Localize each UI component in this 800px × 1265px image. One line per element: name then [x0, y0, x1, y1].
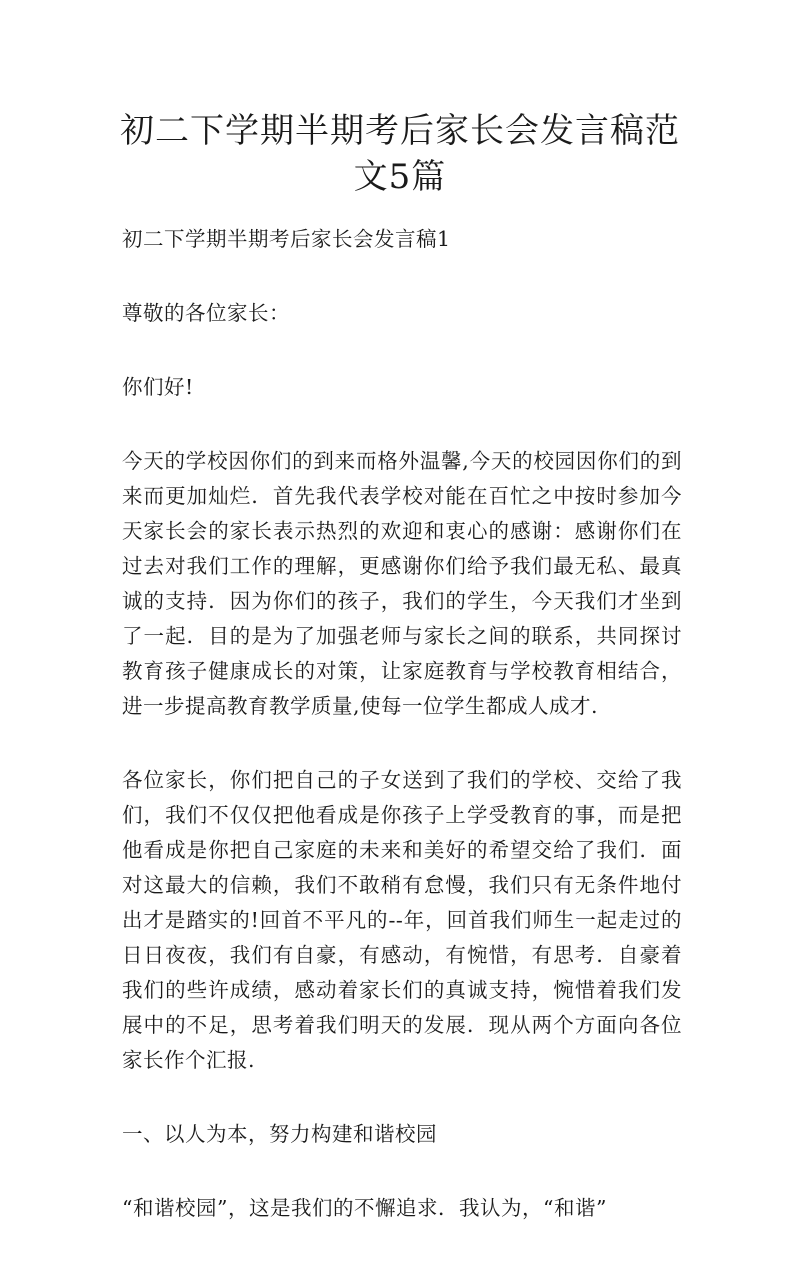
document-title: 初二下学期半期考后家长会发言稿范文5篇	[120, 111, 680, 197]
document-body	[122, 222, 682, 1265]
salutation: 尊敬的各位家长：	[122, 301, 290, 325]
greeting: 你们好!	[122, 375, 194, 399]
body-paragraph: “和谐校园”，这是我们的不懈追求．我认为，“和谐”	[122, 1196, 607, 1220]
body-paragraph: 今天的学校因你们的到来而格外温馨,今天的校园因你们的到来而更加灿烂．首先我代表学校对能在百忙之中按时参加今天家长会的家长表示热烈的欢迎和衷心的感谢：感谢你们在过去对我们工作的理解，更感谢你们给予我们最无私、最真诚的支持．因为你们的孩子，我们的学生，今天我们才坐到了一起．目的是为了加强老师与家长之间的联系，共同探讨教育孩子健康成长的对策，让家庭教育与学校教育相结合，进一步提高教育教学质量,使每一位学生都成人成才.	[122, 449, 682, 718]
body-paragraph: 各位家长，你们把自己的子女送到了我们的学校、交给了我们，我们不仅仅把他看成是你孩子上学受教育的事，而是把他看成是你把自己家庭的未来和美好的希望交给了我们．面对这最大的信赖，我们不敢稍有怠慢，我们只有无条件地付出才是踏实的!回首不平凡的--年，回首我们师生一起走过的日日夜夜，我们有自豪，有感动，有惋惜，有思考．自豪着我们的些许成绩，感动着家长们的真诚支持，惋惜着我们发展中的不足，思考着我们明天的发展．现从两个方面向各位家长作个汇报.	[122, 768, 682, 1072]
subsection-heading: 一、以人为本，努力构建和谐校园	[122, 1122, 437, 1146]
section-heading: 初二下学期半期考后家长会发言稿1	[122, 227, 451, 251]
